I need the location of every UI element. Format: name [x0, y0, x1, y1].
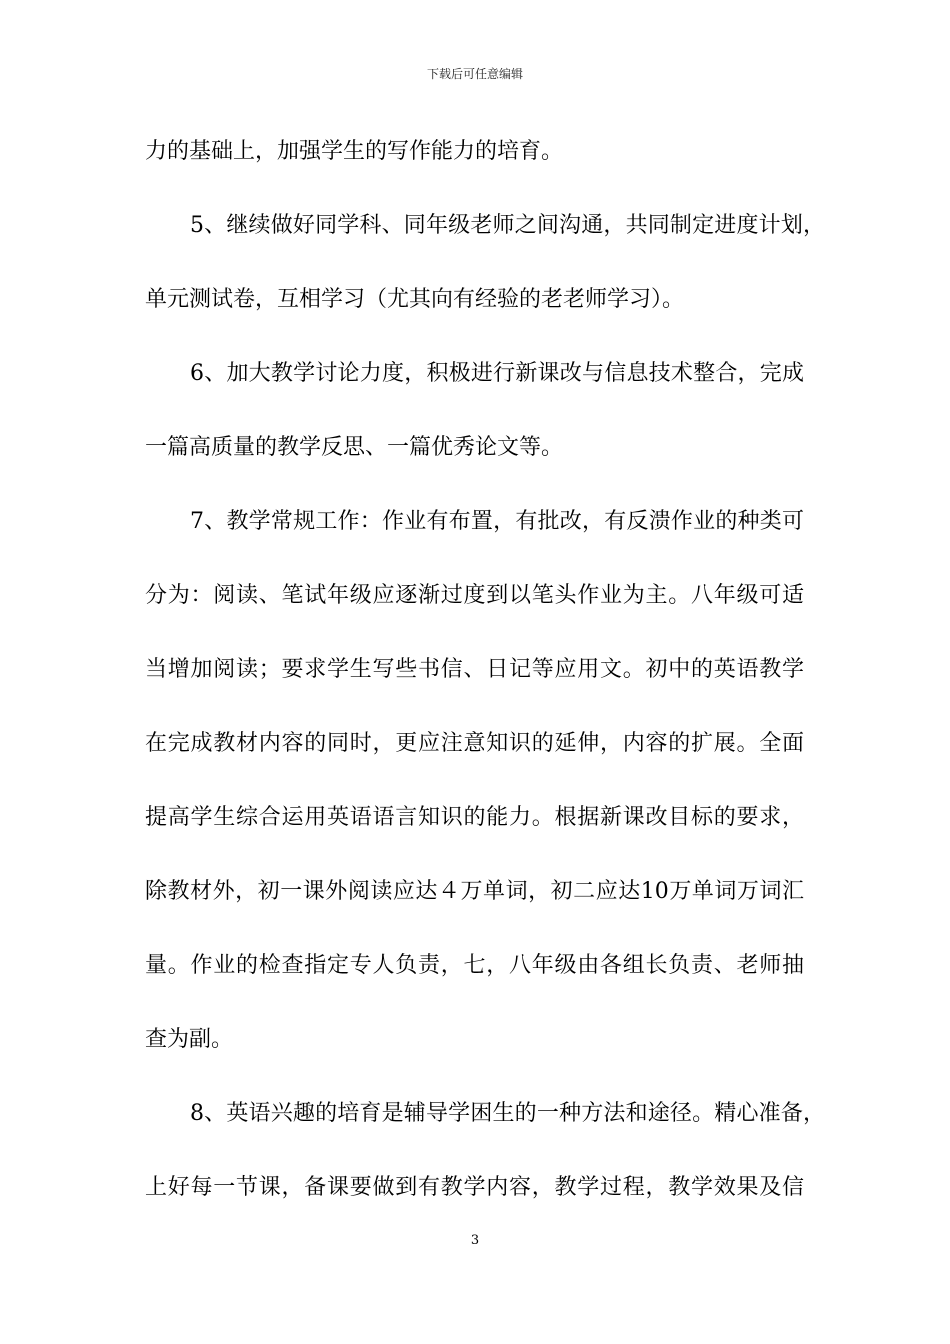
body-line: 在完成教材内容的同时，更应注意知识的延伸，内容的扩展。全面 — [145, 731, 804, 756]
body-line: 查为副。 — [145, 1027, 234, 1052]
body-line: 单元测试卷，互相学习（尤其向有经验的老老师学习）。 — [145, 287, 685, 312]
body-line: 8、英语兴趣的培育是辅导学困生的一种方法和途径。精心准备， — [190, 1101, 825, 1126]
body-line: 量。作业的检查指定专人负责，七，八年级由各组长负责、老师抽 — [145, 953, 804, 978]
body-line: 7、教学常规工作：作业有布置，有批改，有反溃作业的种类可 — [190, 509, 804, 534]
body-line: 提高学生综合运用英语语言知识的能力。根据新课改目标的要求， — [145, 805, 804, 830]
body-line: 除教材外，初一课外阅读应达４万单词，初二应达10万单词万词汇 — [145, 879, 804, 904]
page-number: 3 — [470, 1233, 480, 1248]
body-line: 5、继续做好同学科、同年级老师之间沟通，共同制定进度计划， — [190, 213, 825, 238]
body-line: 分为：阅读、笔试年级应逐渐过度到以笔头作业为主。八年级可适 — [145, 583, 804, 608]
body-line: 6、加大教学讨论力度，积极进行新课改与信息技术整合，完成 — [190, 361, 804, 386]
body-line: 当增加阅读；要求学生写些书信、日记等应用文。初中的英语教学 — [145, 657, 804, 682]
body-line: 一篇高质量的教学反思、一篇优秀论文等。 — [145, 435, 564, 460]
body-line: 力的基础上，加强学生的写作能力的培育。 — [145, 139, 564, 164]
body-line: 上好每一节课，备课要做到有教学内容，教学过程，教学效果及信 — [145, 1175, 804, 1200]
page-header: 下载后可任意编辑 — [426, 67, 523, 81]
